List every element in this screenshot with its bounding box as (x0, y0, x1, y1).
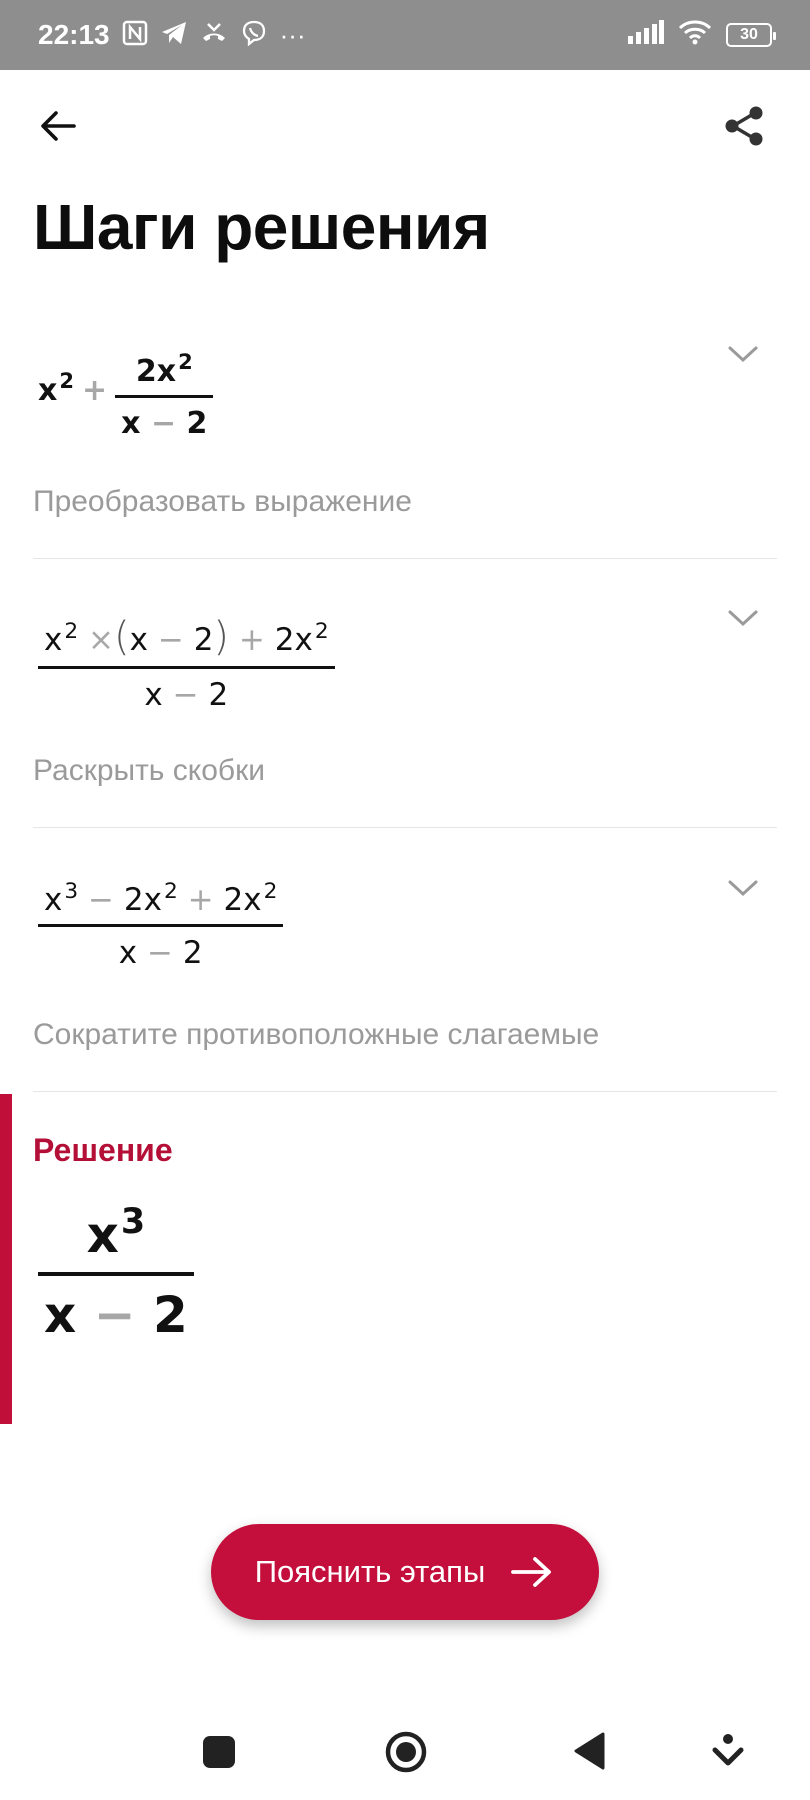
viber-icon (240, 19, 268, 51)
more-notifications: ··· (279, 20, 306, 50)
fraction: $\frac{x^3 - 2x^2 + 2x^2}{x - 2}$ (38, 876, 283, 971)
status-right (628, 19, 772, 52)
fraction: $\frac{x^2 \times(x - 2) + 2x^2}{x - 2}$ (38, 608, 335, 713)
back-triangle-icon[interactable] (572, 1731, 606, 1771)
explain-steps-label: Пояснить этапы (254, 1554, 486, 1589)
step-3-description: Сократите противоположные слагаемые (33, 1018, 600, 1051)
signal-icon (628, 19, 664, 51)
step-2-expression[interactable] (38, 608, 335, 713)
solution-label: Решение (33, 1132, 173, 1168)
step-1-expression[interactable] (38, 340, 213, 441)
system-nav-bar (0, 1700, 810, 1800)
home-icon[interactable] (384, 1730, 428, 1774)
chevron-down-icon[interactable] (727, 344, 759, 364)
term: $x^2$ (38, 369, 74, 408)
explain-steps-button[interactable] (211, 1524, 599, 1620)
chevron-down-icon[interactable] (712, 1732, 744, 1768)
fraction: $\frac{2x^2}{x - 2}$ (115, 340, 213, 441)
step-3-expression[interactable] (38, 876, 283, 971)
chevron-down-icon[interactable] (727, 878, 759, 898)
notification-icons (122, 19, 306, 51)
telegram-icon (160, 20, 188, 50)
chevron-down-icon[interactable] (727, 608, 759, 628)
fraction: $\frac{x^3}{x - 2}$ (38, 1200, 194, 1344)
status-bar (0, 0, 810, 70)
missed-call-icon (200, 20, 228, 50)
status-time: 22:13 (38, 19, 110, 50)
nfc-icon (122, 20, 148, 50)
operator: + (81, 373, 108, 408)
recent-apps-icon[interactable] (203, 1736, 235, 1768)
step-2-description: Раскрыть скобки (33, 754, 265, 787)
step-1-description: Преобразовать выражение (33, 485, 412, 518)
divider (33, 827, 777, 828)
page-title: Шаги решения (33, 191, 490, 263)
wifi-icon (678, 19, 712, 52)
divider (33, 1091, 777, 1092)
share-icon[interactable] (722, 104, 766, 148)
arrow-right-icon (509, 1554, 555, 1590)
back-arrow-icon[interactable] (36, 104, 80, 148)
solution-expression (38, 1200, 194, 1344)
divider (33, 558, 777, 559)
solution-accent-bar (0, 1094, 12, 1424)
battery-icon: 30 (726, 23, 772, 47)
